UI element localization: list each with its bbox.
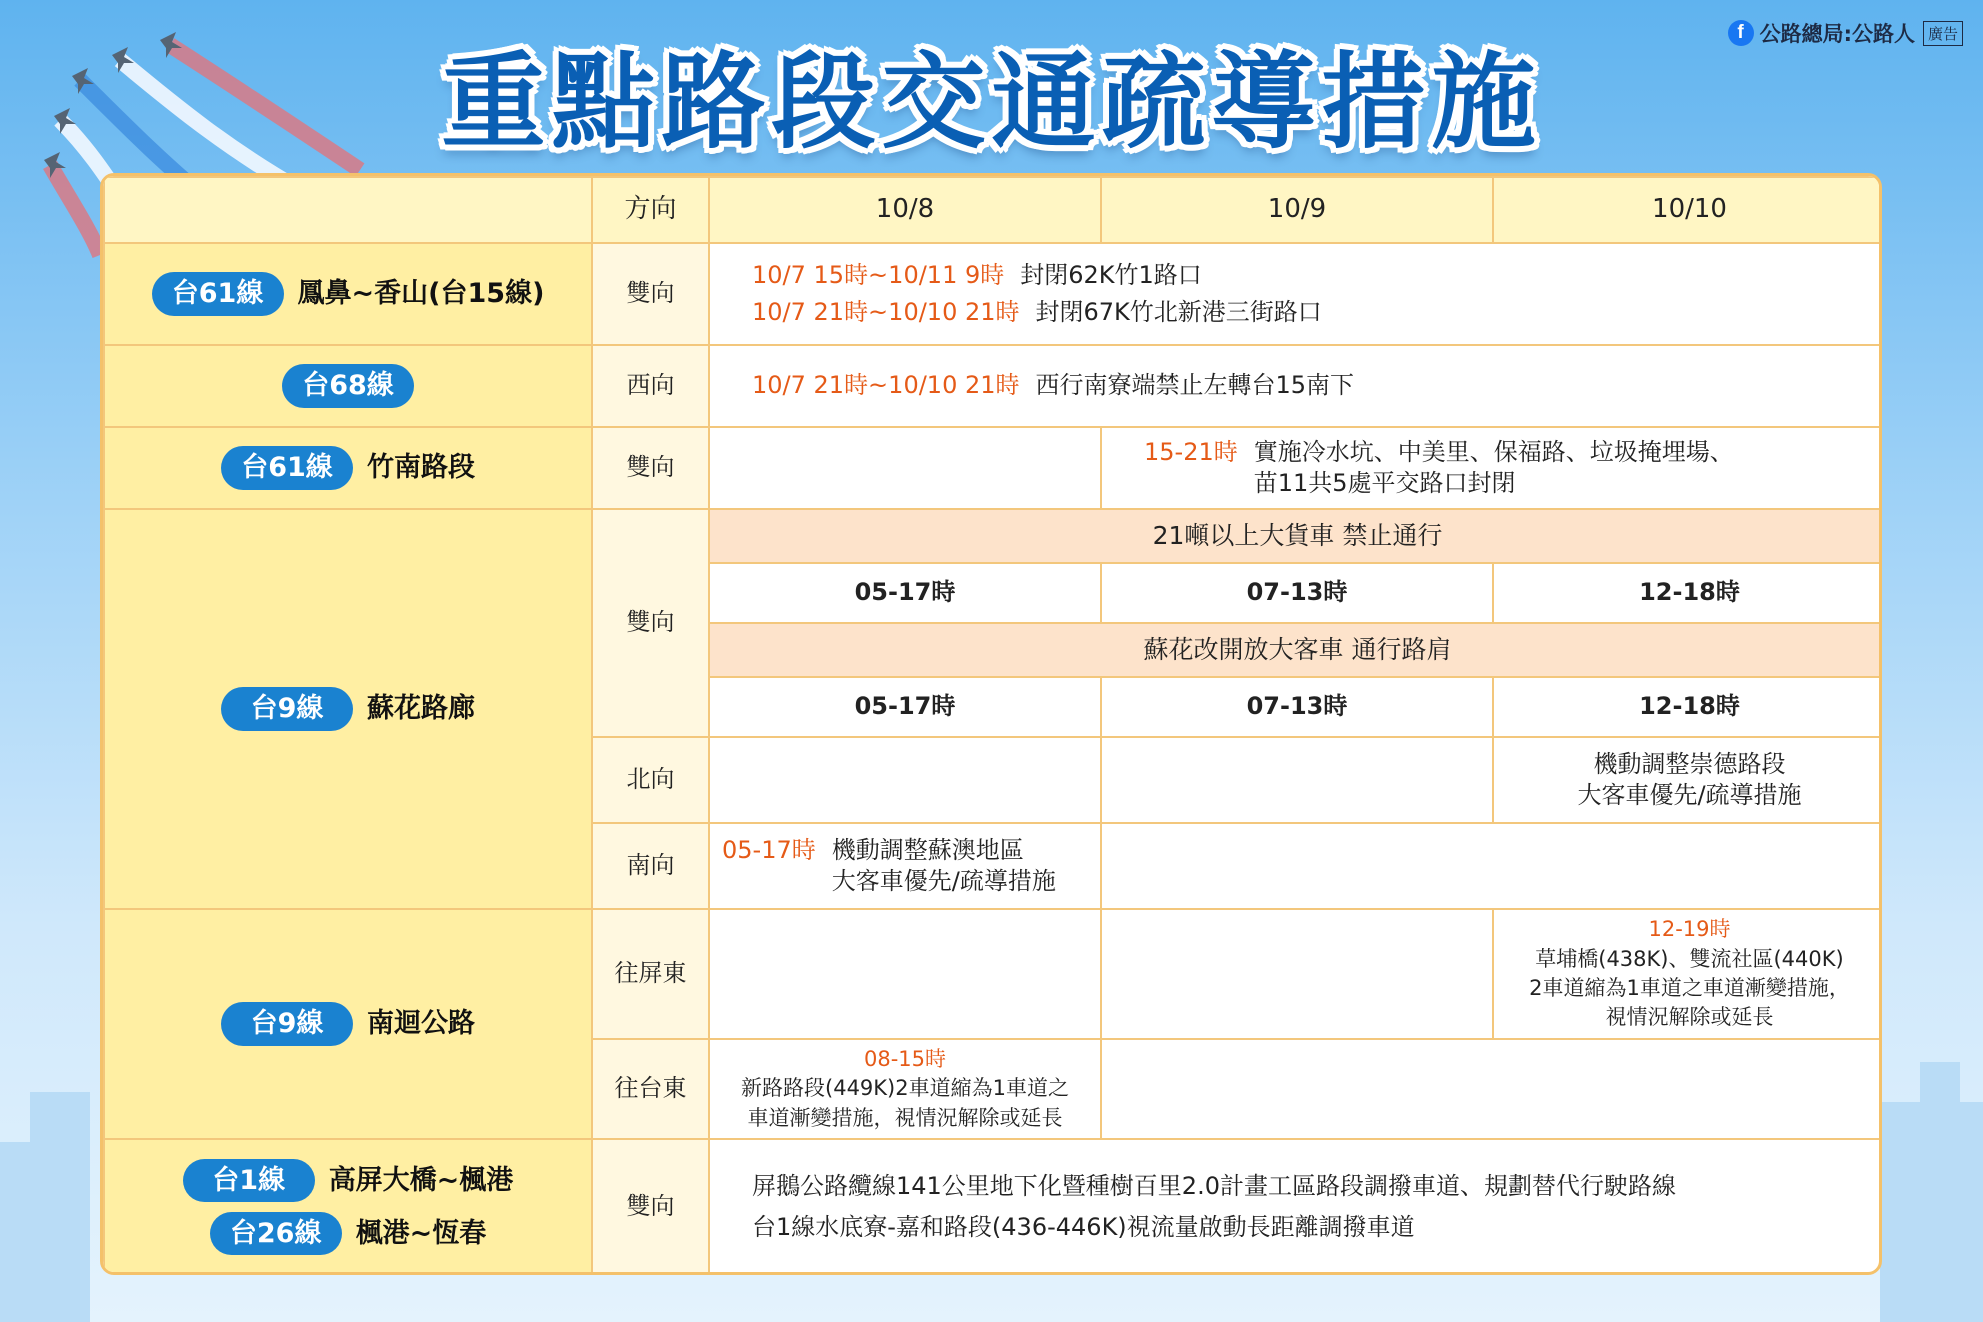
empty-cell bbox=[1101, 909, 1493, 1039]
direction-cell: 往屏東 bbox=[592, 909, 709, 1039]
table-row bbox=[104, 1139, 1882, 1275]
measure-time: 15-21時 bbox=[1144, 437, 1238, 466]
measure-text: 實施冷水坑、中美里、保福路、垃圾掩埋場、 苗11共5處平交路口封閉 bbox=[1253, 437, 1734, 497]
header-date-3: 10/10 bbox=[1493, 177, 1882, 243]
route-pill: 台26線 bbox=[210, 1212, 342, 1255]
route-cell bbox=[104, 1139, 592, 1275]
table-row bbox=[104, 909, 1882, 1039]
time-cell: 12-18時 bbox=[1493, 677, 1882, 737]
header-date-2: 10/9 bbox=[1101, 177, 1493, 243]
measure-line bbox=[722, 835, 1100, 897]
direction-cell: 西向 bbox=[592, 345, 709, 427]
time-cell: 05-17時 bbox=[709, 563, 1101, 623]
measure-text: 西行南寮端禁止左轉台15南下 bbox=[1035, 371, 1355, 400]
direction-cell: 雙向 bbox=[592, 1139, 709, 1275]
measure-line bbox=[752, 260, 1882, 291]
measure-text: 封閉67K竹北新港三街路口 bbox=[1035, 298, 1322, 326]
measure-time: 10/7 15時~10/11 9時 bbox=[752, 260, 1005, 289]
empty-cell bbox=[1101, 737, 1493, 823]
route-section: 南迴公路 bbox=[367, 1008, 475, 1040]
route-section: 蘇花路廊 bbox=[367, 693, 475, 725]
measure-time: 10/7 21時~10/10 21時 bbox=[752, 371, 1020, 400]
table-row bbox=[104, 243, 1882, 345]
route-cell bbox=[104, 345, 592, 427]
time-cell: 12-18時 bbox=[1493, 563, 1882, 623]
route-pill: 台68線 bbox=[282, 364, 414, 407]
empty-cell bbox=[709, 737, 1101, 823]
measure-cell bbox=[1101, 427, 1882, 509]
measure-line bbox=[1144, 437, 1882, 499]
direction-cell: 雙向 bbox=[592, 243, 709, 345]
restriction-band: 蘇花改開放大客車 通行路肩 bbox=[709, 623, 1882, 677]
restriction-band: 21噸以上大貨車 禁止通行 bbox=[709, 509, 1882, 563]
table-row bbox=[104, 509, 1882, 563]
time-cell: 07-13時 bbox=[1101, 563, 1493, 623]
measure-cell: 屏鵝公路纜線141公里地下化暨種樹百里2.0計畫工區路段調撥車道、規劃替代行駛路線 台1線水底寮-嘉和路段(436-446K)視流量啟動長距離調撥車道 bbox=[709, 1139, 1882, 1275]
measure-time: 05-17時 bbox=[722, 835, 816, 864]
route-pill: 台61線 bbox=[152, 272, 284, 315]
empty-cell bbox=[1101, 1039, 1882, 1139]
header-route bbox=[104, 177, 592, 243]
direction-cell: 北向 bbox=[592, 737, 709, 823]
ad-badge: 廣告 bbox=[1923, 21, 1963, 46]
measure-cell: 機動調整崇德路段 大客車優先/疏導措施 bbox=[1493, 737, 1882, 823]
empty-cell bbox=[709, 427, 1101, 509]
header-direction: 方向 bbox=[592, 177, 709, 243]
empty-cell bbox=[1101, 823, 1882, 909]
route-cell bbox=[104, 509, 592, 909]
table-header-row bbox=[104, 177, 1882, 243]
page-title: 重點路段交通疏導措施 bbox=[441, 41, 1542, 163]
time-cell: 05-17時 bbox=[709, 677, 1101, 737]
measure-time: 10/7 21時~10/10 21時 bbox=[752, 298, 1020, 326]
measure-line bbox=[752, 370, 1882, 401]
measure-cell: 08-15時 新路路段(449K)2車道縮為1車道之 車道漸變措施，視情況解除或延長 bbox=[709, 1039, 1101, 1139]
direction-cell: 南向 bbox=[592, 823, 709, 909]
facebook-icon: f bbox=[1728, 20, 1754, 46]
route-section: 竹南路段 bbox=[367, 452, 475, 484]
traffic-table bbox=[103, 176, 1882, 1275]
measure-cell: 12-19時 草埔橋(438K)、雙流社區(440K) 2車道縮為1車道之車道漸變措施， 視情況解除或延長 bbox=[1493, 909, 1882, 1039]
route-pill: 台1線 bbox=[183, 1159, 315, 1202]
direction-cell: 雙向 bbox=[592, 427, 709, 509]
table-row bbox=[104, 427, 1882, 509]
empty-cell bbox=[709, 909, 1101, 1039]
route-section: 鳳鼻~香山(台15線) bbox=[297, 278, 545, 310]
traffic-table-card bbox=[100, 173, 1882, 1275]
route-cell bbox=[104, 909, 592, 1139]
direction-cell: 往台東 bbox=[592, 1039, 709, 1139]
measure-cell bbox=[709, 345, 1882, 427]
route-section: 楓港~恆春 bbox=[355, 1218, 487, 1249]
header-date-1: 10/8 bbox=[709, 177, 1101, 243]
route-cell bbox=[104, 427, 592, 509]
route-pill: 台9線 bbox=[221, 1002, 353, 1045]
route-pill: 台9線 bbox=[221, 687, 353, 730]
route-cell bbox=[104, 243, 592, 345]
measure-line bbox=[752, 297, 1882, 328]
measure-cell bbox=[709, 823, 1101, 909]
measure-cell bbox=[709, 243, 1882, 345]
route-pill: 台61線 bbox=[221, 446, 353, 489]
time-cell: 07-13時 bbox=[1101, 677, 1493, 737]
measure-text: 機動調整蘇澳地區 大客車優先/疏導措施 bbox=[831, 835, 1056, 895]
brand-text: 公路總局:公路人 bbox=[1759, 22, 1915, 46]
route-section: 高屏大橋~楓港 bbox=[328, 1164, 514, 1196]
direction-cell: 雙向 bbox=[592, 509, 709, 737]
table-row bbox=[104, 345, 1882, 427]
measure-text: 封閉62K竹1路口 bbox=[1020, 260, 1202, 289]
